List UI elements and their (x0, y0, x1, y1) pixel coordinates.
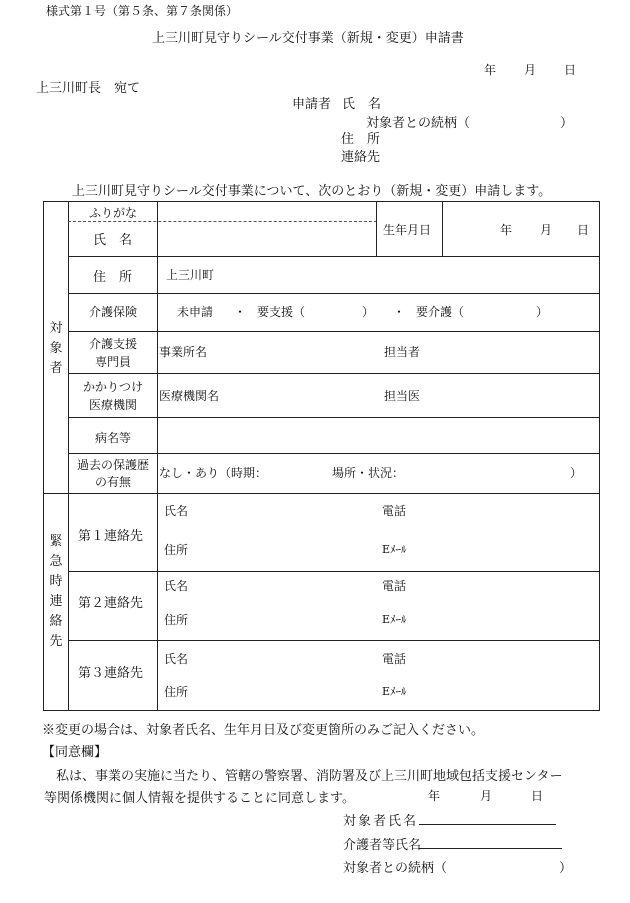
contact-2-phone: 電話 (382, 579, 407, 593)
care-option-support-close: ） (362, 305, 375, 319)
consent-date-month: 月 (480, 789, 493, 803)
doctor-label: かかりつけ 医療機関 (82, 380, 143, 412)
clinic-label: 医療機関名 (159, 389, 220, 403)
care-office-label: 事業所名 (159, 345, 208, 359)
header-date-month: 月 (524, 63, 537, 77)
consent-line-2: 等関係機関に個人情報を提供することに同意します。 (44, 791, 355, 806)
history-label: 過去の保護歴 の有無 (76, 458, 149, 489)
care-person-label: 担当者 (384, 345, 421, 359)
intro-text: 上三川町見守りシール交付事業について、次のとおり（新規・変更）申請します。 (72, 184, 552, 199)
consent-date-year: 年 (428, 789, 441, 803)
contact-1-name: 氏名 (164, 504, 189, 518)
applicant-label: 申請者 (292, 97, 332, 112)
consent-caregiver-name-line[interactable] (419, 834, 562, 849)
consent-date-day: 日 (531, 789, 544, 803)
application-table (43, 201, 600, 711)
subject-group-label: 対 象 者 (49, 321, 63, 376)
subject-address-label: 住 所 (93, 270, 133, 285)
subject-address-value: 上三川町 (166, 268, 215, 282)
doctor-person-label: 担当医 (384, 389, 421, 403)
contact-2-name: 氏名 (164, 579, 189, 593)
care-manager-label: 介護支援 専門員 (88, 337, 137, 369)
contact-3-address: 住所 (164, 685, 189, 699)
consent-line-1: 私は、事業の実施に当たり、管轄の警察署、消防署及び上三川町地域包括支援センター (56, 769, 563, 784)
birthdate-month: 月 (540, 223, 553, 237)
birthdate-year: 年 (500, 223, 513, 237)
applicant-name-label: 氏 名 (342, 97, 382, 112)
consent-subject-name-label: 対象者氏名 (343, 814, 419, 829)
addressee: 上三川町長 宛て (36, 81, 141, 96)
applicant-relation-label: 対象者との続柄（ (366, 116, 471, 131)
care-option-care: 要介護（ (416, 305, 465, 319)
change-note: ※変更の場合は、対象者氏名、生年月日及び変更箇所のみご記入ください。 (42, 723, 485, 738)
contact-3-phone: 電話 (382, 652, 407, 666)
applicant-address-label: 住 所 (341, 132, 381, 147)
consent-caregiver-name-label: 介護者等氏名 (343, 838, 422, 853)
consent-heading: 【同意欄】 (42, 745, 108, 760)
birthdate-day: 日 (577, 223, 590, 237)
contact-2-address: 住所 (164, 613, 189, 627)
header-date-day: 日 (564, 63, 577, 77)
disease-label: 病名等 (95, 431, 132, 445)
contact-1-label: 第１連絡先 (78, 529, 144, 544)
furigana-label: ふりがな (89, 206, 138, 220)
consent-relation-close: ） (559, 861, 573, 876)
form-number: 様式第１号（第５条、第７条関係） (46, 4, 239, 18)
applicant-relation-close: ） (560, 116, 574, 131)
header-date-year: 年 (484, 63, 497, 77)
contact-1-address: 住所 (164, 543, 189, 557)
care-option-support: 要支援（ (257, 305, 306, 319)
contact-2-label: 第２連絡先 (78, 596, 144, 611)
history-close: ） (570, 466, 583, 480)
contact-3-email: Eﾒｰﾙ (382, 685, 407, 698)
applicant-contact-label: 連絡先 (341, 150, 381, 165)
care-option-care-close: ） (536, 305, 549, 319)
history-place: 場所・状況： (332, 466, 405, 480)
contact-2-email: Eﾒｰﾙ (382, 613, 407, 626)
form-title: 上三川町見守りシール交付事業（新規・変更）申請書 (152, 31, 464, 46)
consent-subject-name-line[interactable] (419, 810, 556, 825)
consent-relation-label: 対象者との続柄（ (343, 861, 448, 876)
contact-1-email: Eﾒｰﾙ (382, 543, 407, 556)
birthdate-label: 生年月日 (383, 223, 432, 237)
contact-3-name: 氏名 (164, 652, 189, 666)
subject-name-label: 氏 名 (93, 233, 133, 248)
care-insurance-label: 介護保険 (89, 305, 138, 319)
care-option-dot-1: ・ (234, 305, 247, 319)
contact-3-label: 第３連絡先 (78, 666, 144, 681)
care-option-none: 未申請 (177, 305, 214, 319)
care-option-dot-2: ・ (393, 305, 406, 319)
history-value: なし・あり（時期： (159, 466, 268, 480)
emergency-group-label: 緊 急 時 連 絡 先 (49, 534, 63, 649)
contact-1-phone: 電話 (382, 504, 407, 518)
